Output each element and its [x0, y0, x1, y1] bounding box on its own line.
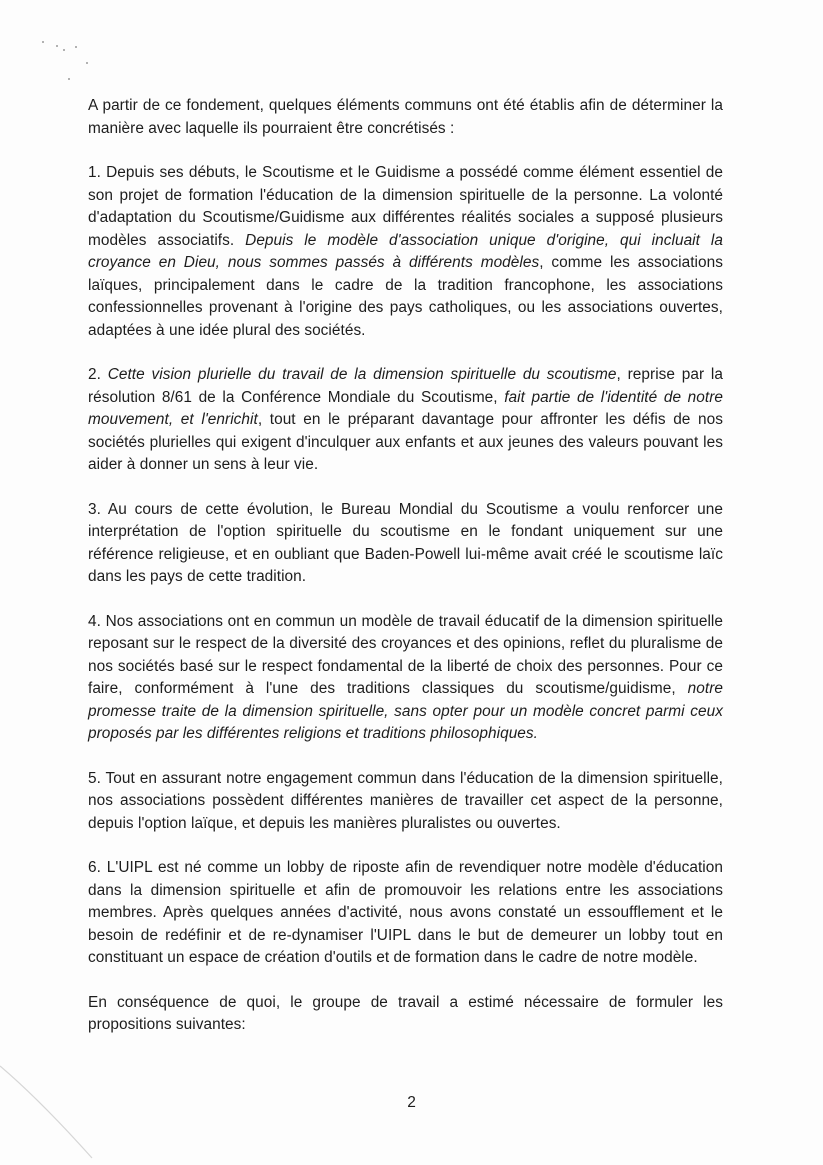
document-body [88, 95, 723, 1037]
scan-speck [56, 45, 58, 47]
text-run: , comme les associations laïques, principalement dans le cadre de la tradition francophone, les associations confessionnelles provenant à l'origine des pays catholiques, ou les associations ouvertes, adaptées à une idée plural des sociétés. [88, 254, 723, 339]
paragraph [88, 162, 723, 342]
paragraph [88, 611, 723, 746]
scan-speck [86, 62, 88, 64]
text-run: 4. Nos associations ont en commun un modèle de travail éducatif de la dimension spirituelle reposant sur le respect de la diversité des croyances et des opinions, reflet du pluralisme de nos sociétés basé sur le respect fondamental de la liberté de choix des personnes. Pour ce faire, conformément à l'une des traditions classiques du scoutisme/guidisme, [88, 612, 723, 697]
italic-run: notre promesse traite de la dimension spirituelle, sans opter pour un modèle concret parmi ceux proposés par les différentes religions et traditions philosophiques. [88, 680, 723, 742]
italic-run: fait partie de l'identité de notre mouvement, et l'enrichit [88, 388, 723, 428]
text-run: 2. [88, 366, 108, 383]
paragraph [88, 857, 723, 970]
text-run: 5. Tout en assurant notre engagement commun dans l'éducation de la dimension spirituelle, nos associations possèdent différentes manières de travailler cet aspect de la personne, depuis l'option laïque, et depuis les manières pluralistes ou ouvertes. [88, 769, 723, 832]
text-run: , tout en le préparant davantage pour affronter les défis de nos sociétés plurielles qui exigent d'inculquer aux enfants et aux jeunes des valeurs pouvant les aider à donner un sens à leur vie. [88, 411, 723, 473]
paragraph [88, 768, 723, 836]
text-run: 3. Au cours de cette évolution, le Bureau Mondial du Scoutisme a voulu renforcer une interprétation de l'option spirituelle du scoutisme en le fondant uniquement sur une référence religieuse, et en oubliant que Baden-Powell lui-même avait créé le scoutisme laïc dans les pays de cette tradition. [88, 500, 723, 585]
paragraph [88, 364, 723, 477]
italic-run: Cette vision plurielle du travail de la dimension spirituelle du scoutisme [107, 366, 617, 383]
text-run: En conséquence de quoi, le groupe de travail a estimé nécessaire de formuler les propositions suivantes: [88, 993, 723, 1033]
scan-speck [63, 49, 65, 51]
scan-speck [75, 46, 77, 48]
page-number: 2 [407, 1094, 416, 1111]
paragraph [88, 992, 723, 1037]
scan-speck [68, 78, 70, 80]
paragraph [88, 499, 723, 589]
paragraph [88, 95, 723, 140]
text-run: , reprise par la résolution 8/61 de la Conférence Mondiale du Scoutisme, [88, 366, 724, 406]
text-run: A partir de ce fondement, quelques éléments communs ont été établis afin de déterminer la manière avec laquelle ils pourraient être concrétisés : [88, 97, 723, 137]
text-run: 1. Depuis ses débuts, le Scoutisme et le Guidisme a possédé comme élément essentiel de son projet de formation l'éducation de la dimension spirituelle de la personne. La volonté d'adaptation du Scoutisme/Guidisme aux différentes réalités sociales a supposé plusieurs modèles associatifs. [88, 164, 723, 249]
scan-speck [42, 41, 44, 43]
italic-run: Depuis le modèle d'association unique d'origine, qui incluait la croyance en Dieu, nous sommes passés à différents modèles [88, 231, 724, 271]
text-run: 6. L'UIPL est né comme un lobby de riposte afin de revendiquer notre modèle d'éducation dans la dimension spirituelle et afin de promouvoir les relations entre les associations membres. Après quelques années d'activité, nous avons constaté un essoufflement et le besoin de redéfinir et de re-dynamiser l'UIPL dans le but de demeurer un lobby tout en constituant un espace de création d'outils et de formation dans le cadre de notre modèle. [88, 859, 723, 966]
